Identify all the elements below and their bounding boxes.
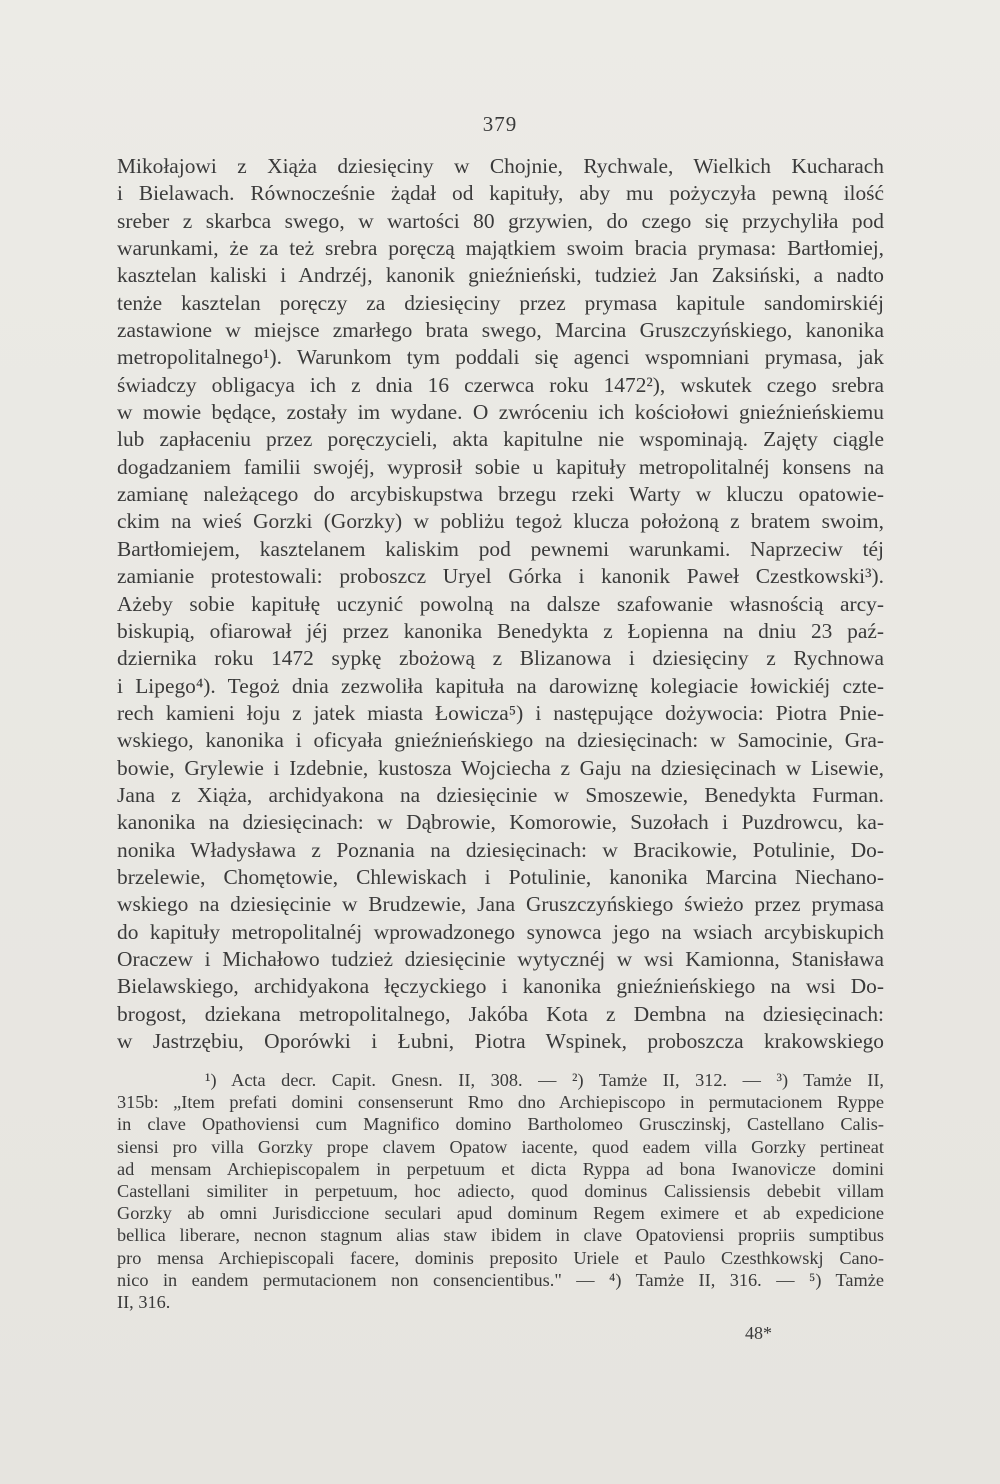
footnote-line: ad mensam Archiepiscopalem in perpetuum et dicta Ryppa ad bona Iwanovicze domini <box>117 1158 884 1179</box>
body-line: brogost, dziekana metropolitalnego, Jakóba Kota z Dembna na dziesięcinach: <box>117 1001 884 1026</box>
body-line: kanonika na dziesięcinach: w Dąbrowie, Komorowie, Suzołach i Puzdrowcu, ka- <box>117 810 884 835</box>
page-number: 379 <box>482 112 518 136</box>
body-line: zastawione w miejsce zmarłego brata swego, Marcina Gruszczyńskiego, kanonika <box>117 318 884 343</box>
footnotes <box>117 1069 884 1313</box>
footnote-line: nico in eandem permutacionem non consencientibus." — ⁴) Tamże II, 316. — ⁵) Tamże <box>117 1269 884 1290</box>
footnote-line: Gorzky ab omni Jurisdiccione seculari apud dominum Regem eximere et ab expedicione <box>117 1203 884 1224</box>
body-line: biskupią, ofiarował jéj przez kanonika Benedykta z Łopienna na dniu 23 paź- <box>117 618 884 643</box>
footnote-line: in clave Opathoviensi cum Magnifico domino Bartholomeo Grusczinskj, Castellano Calis- <box>117 1114 884 1135</box>
body-line: rech kamieni łoju z jatek miasta Łowicza⁵) i następujące dożywocia: Piotra Pnie- <box>117 700 884 725</box>
body-line: Jana z Xiąża, archidyakona na dziesięcinie w Smoszewie, Benedykta Furman. <box>117 782 884 807</box>
body-line: sreber z skarbca swego, w wartości 80 grzywien, do czego się przychyliła pod <box>117 208 884 233</box>
body-line: zamianę należącego do arcybiskupstwa brzegu rzeki Warty w kluczu opatowie- <box>117 482 884 507</box>
body-text <box>117 153 884 1055</box>
body-line: Oraczew i Michałowo tudzież dziesięcinie wytycznéj w wsi Kamionna, Stanisława <box>117 946 884 971</box>
body-line: w mowie będące, zostały im wydane. O zwróceniu ich kościołowi gnieźnieńskiemu <box>117 400 884 425</box>
body-line: Mikołajowi z Xiąża dziesięciny w Chojnie, Rychwale, Wielkich Kucharach <box>117 154 884 178</box>
body-line: w Jastrzębiu, Oporówki i Łubni, Piotra Wspinek, proboszcza krakowskiego <box>117 1029 884 1053</box>
body-line: kasztelan kaliski i Andrzéj, kanonik gnieźnieński, tudzież Jan Zaksiński, a nadto <box>117 263 884 288</box>
body-line: brzelewie, Chomętowie, Chlewiskach i Potulinie, kanonika Marcina Niechano- <box>117 864 884 889</box>
footnote-line: ¹) Acta decr. Capit. Gnesn. II, 308. — ²) Tamże II, 312. — ³) Tamże II, <box>205 1070 884 1090</box>
footnote-line: siensi pro villa Gorzky prope clavem Opatow iacente, quod eadem villa Gorzky pertineat <box>117 1136 884 1157</box>
body-line: świadczy obligacya ich z dnia 16 czerwca roku 1472²), wskutek czego srebra <box>117 372 884 397</box>
body-line: ckim na wieś Gorzki (Gorzky) w pobliżu tegoż klucza położoną z bratem swoim, <box>117 509 884 534</box>
body-line: i Lipego⁴). Tegoż dnia zezwoliła kapituła na darowiznę kolegiacie łowickiéj czte- <box>117 673 884 698</box>
body-line: nonika Władysława z Poznania na dziesięcinach: w Bracikowie, Potulinie, Do- <box>117 837 884 862</box>
body-line: dogadzaniem familii swojéj, wyprosił sobie u kapituły metropolitalnéj konsens na <box>117 454 884 479</box>
body-line: tenże kasztelan poręczy za dziesięciny przez prymasa kapitule sandomirskiéj <box>117 290 884 315</box>
body-line: i Bielawach. Równocześnie żądał od kapituły, aby mu pożyczyła pewną ilość <box>117 181 884 206</box>
body-line: zamianie protestowali: proboszcz Uryel Górka i kanonik Paweł Czestkowski³). <box>117 564 884 589</box>
printer-signature: 48* <box>745 1323 772 1343</box>
body-line: Bartłomiejem, kasztelanem kaliskim pod pewnemi warunkami. Naprzeciw téj <box>117 536 884 561</box>
footnote-line: II, 316. <box>117 1291 171 1312</box>
footnote-line: 315b: „Item prefati domini consenserunt Rmo dno Archiepiscopo in permutacionem Ryppe <box>117 1092 884 1113</box>
body-line: bowie, Grylewie i Izdebnie, kustosza Wojciecha z Gaju na dziesięcinach w Lisewie, <box>117 755 884 780</box>
body-line: Bielawskiego, archidyakona łęczyckiego i kanonika gnieźnieńskiego na wsi Do- <box>117 974 884 999</box>
body-line: dziernika roku 1472 sypkę zbożową z Blizanowa i dziesięciny z Rychnowa <box>117 646 884 671</box>
body-line: Ażeby sobie kapitułę uczynić powolną na dalsze szafowanie własnością arcy- <box>117 591 884 616</box>
body-line: warunkami, że za też srebra poręczą majątkiem swoim bracia prymasa: Bartłomiej, <box>117 236 884 261</box>
body-line: do kapituły metropolitalnéj wprowadzonego synowca jego na wsiach arcybiskupich <box>117 919 884 944</box>
footnote-line: Castellani similiter in perpetuum, hoc adiecto, quod dominus Calissiensis debebit villam <box>117 1180 884 1201</box>
body-line: metropolitalnego¹). Warunkom tym poddali się agenci wspomniani prymasa, jak <box>117 345 884 370</box>
footnote-line: pro mensa Archiepiscopali facere, dominis preposito Uriele et Paulo Czesthkowskj Cano- <box>117 1247 884 1268</box>
body-line: wskiego, kanonika i oficyała gnieźnieńskiego na dziesięcinach: w Samocinie, Gra- <box>117 728 884 753</box>
footnote-line: bellica liberare, necnon stagnum alias staw ibidem in clave Opatoviensi propriis sumptibus <box>117 1225 884 1246</box>
body-line: wskiego na dziesięcinie w Brudzewie, Jana Gruszczyńskiego świeżo przez prymasa <box>117 892 884 917</box>
body-line: lub zapłaceniu przez poręczycieli, akta kapitulne nie wspominają. Zajęty ciągle <box>117 427 884 452</box>
